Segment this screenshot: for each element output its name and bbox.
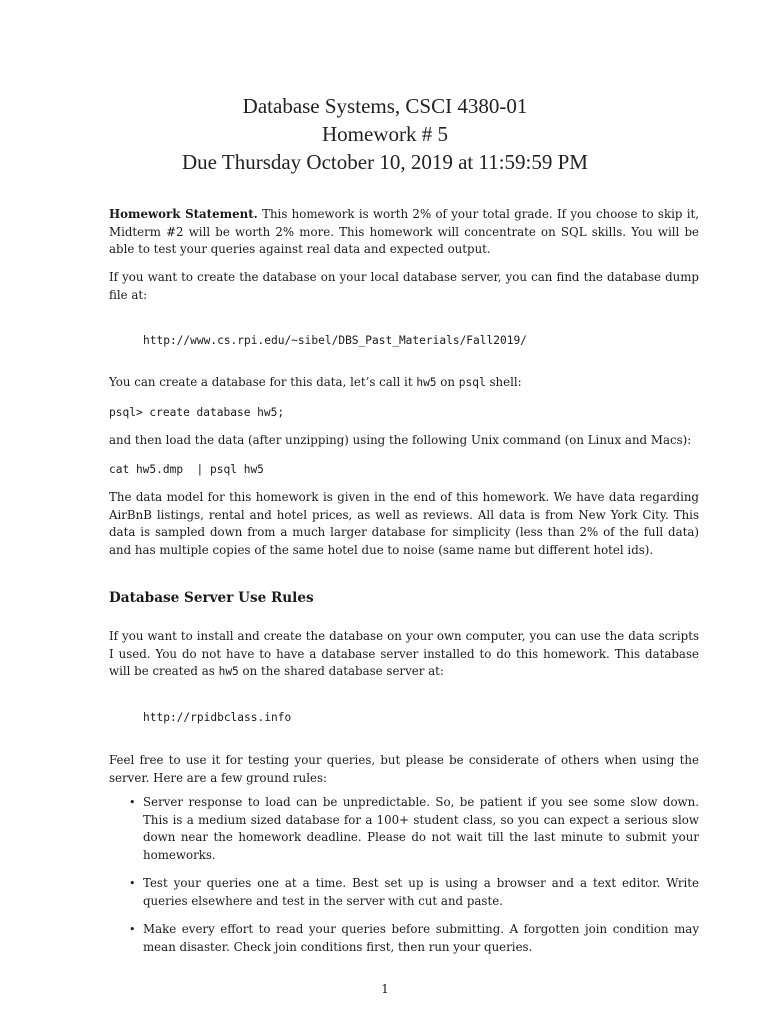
bullet-icon: • [129, 923, 136, 936]
statement-heading: Homework Statement. [109, 207, 258, 221]
load-command: cat hw5.dmp | psql hw5 [109, 463, 264, 476]
feel-free-paragraph: Feel free to use it for testing your queries, but please be considerate of others when using the server. Here are a few ground rules: [109, 753, 699, 785]
rules-intro-paragraph [109, 628, 699, 681]
data-model-paragraph: The data model for this homework is given in the end of this homework. We have data regarding AirBnB listings, rental and hotel prices, as well as reviews. All data is from New York City. This data is sampled down from a much larger database for simplicity (less than 2% of the full data) and has multiple copies of the same hotel due to noise (same name but different hotel ids). [109, 490, 699, 557]
load-paragraph: and then load the data (after unzipping) using the following Unix command (on Linux and Macs): [109, 433, 692, 447]
due-date: Due Thursday October 10, 2019 at 11:59:59 PM [182, 150, 588, 174]
create-shell-name: psql [458, 376, 486, 389]
page-number: 1 [381, 982, 389, 996]
server-url[interactable]: http://rpidbclass.info [143, 711, 292, 724]
create-text-b: on [440, 375, 455, 389]
rules-intro-db: hw5 [218, 665, 239, 678]
create-text-c: shell: [489, 375, 522, 389]
rule-text: Test your queries one at a time. Best set up is using a browser and a text editor. Write queries elsewhere and test in the server with cut and paste. [143, 876, 699, 908]
create-db-paragraph [109, 374, 699, 392]
rules-intro-a: If you want to install and create the database on your own computer, you can use the data scripts I used. You do not have to have a database server installed to do this homework. This database will be created as [109, 629, 699, 678]
bullet-icon: • [129, 796, 136, 809]
list-item [109, 875, 699, 910]
create-command: psql> create database hw5; [109, 406, 285, 419]
statement-text: This homework is worth 2% of your total grade. If you choose to skip it, Midterm #2 will be worth 2% more. This homework will concentrate on SQL skills. You will be able to test your queries against real data and expected output. [109, 207, 699, 256]
dump-url[interactable]: http://www.cs.rpi.edu/~sibel/DBS_Past_Materials/Fall2019/ [143, 334, 527, 347]
rule-text: Make every effort to read your queries before submitting. A forgotten join condition may mean disaster. Check join conditions first, then run your queries. [143, 922, 699, 954]
document-subtitle: Homework # 5 [322, 122, 448, 146]
statement-paragraph [109, 206, 699, 259]
rules-intro-b: on the shared database server at: [242, 664, 444, 678]
document-title: Database Systems, CSCI 4380-01 [242, 94, 528, 118]
list-item [109, 921, 699, 956]
create-text-a: You can create a database for this data, let’s call it [109, 375, 413, 389]
create-db-name: hw5 [416, 376, 437, 389]
rules-list [109, 794, 699, 967]
bullet-icon: • [129, 877, 136, 890]
list-item [109, 794, 699, 864]
rule-text: Server response to load can be unpredictable. So, be patient if you see some slow down. This is a medium sized database for a 100+ student class, so you can expect a serious slow down near the homework deadline. Please do not wait till the last minute to submit your homeworks. [143, 795, 699, 862]
local-db-paragraph: If you want to create the database on your local database server, you can find the database dump file at: [109, 270, 699, 302]
rules-heading: Database Server Use Rules [109, 590, 314, 606]
